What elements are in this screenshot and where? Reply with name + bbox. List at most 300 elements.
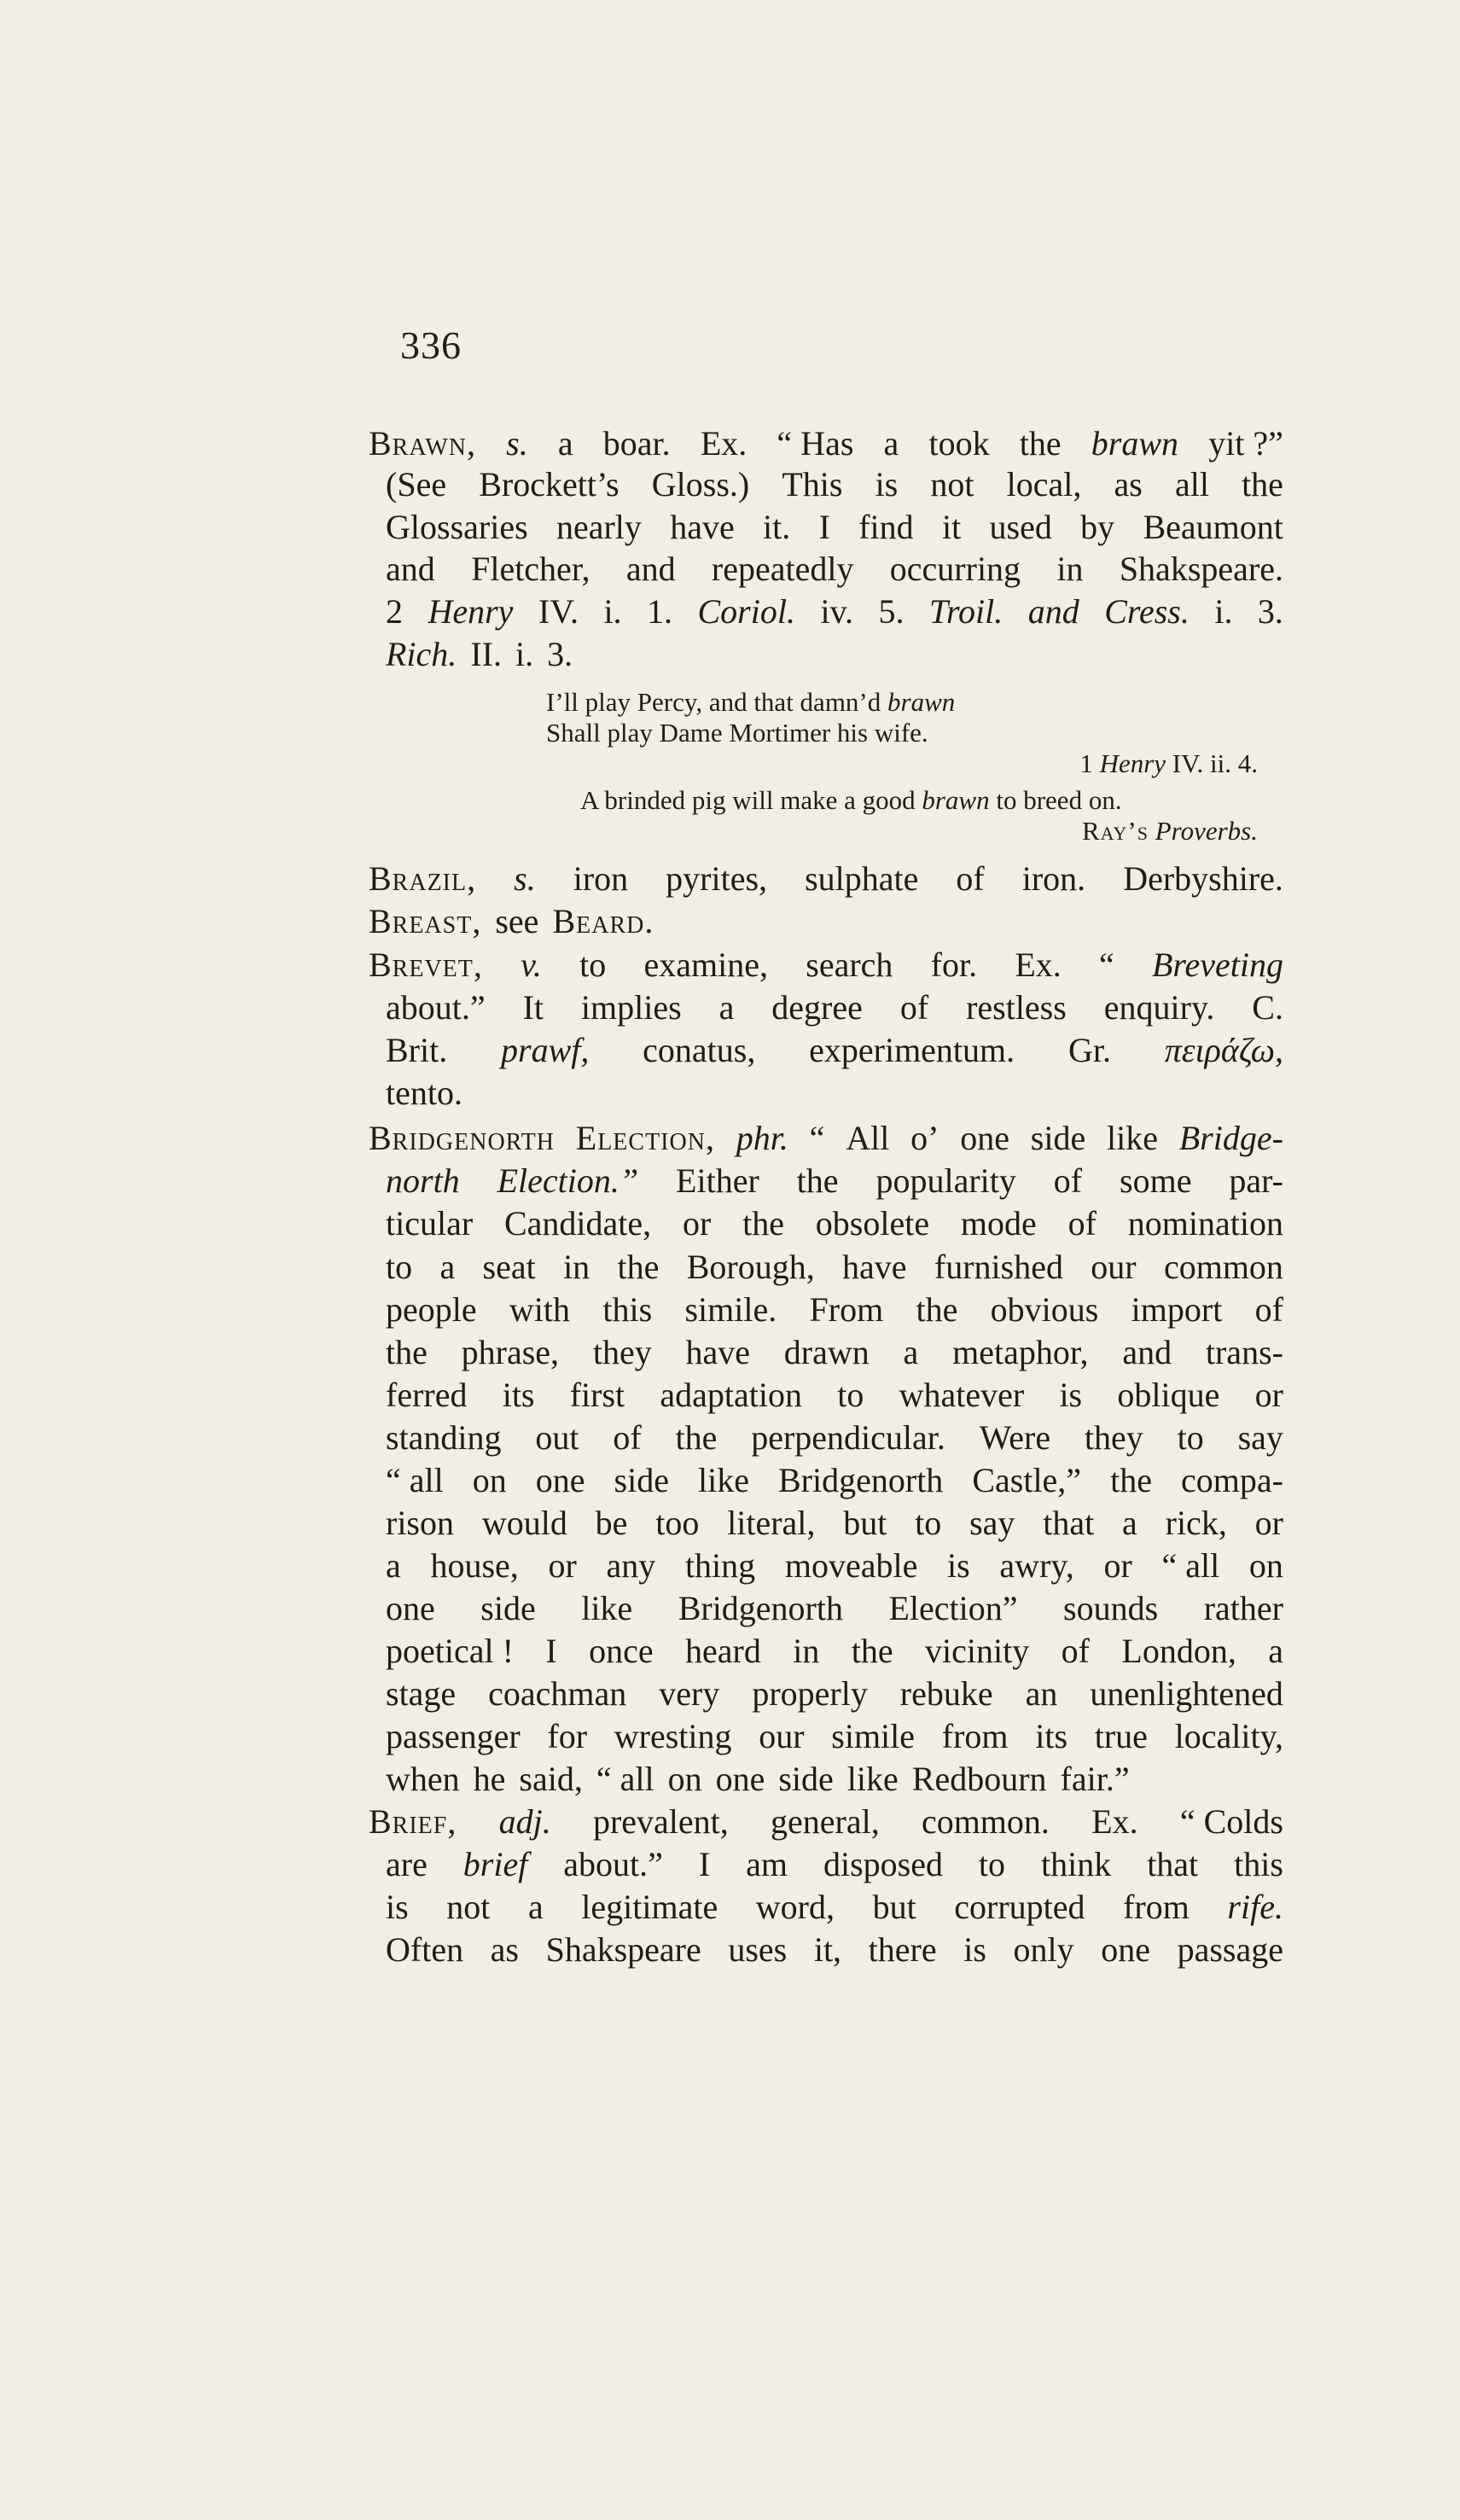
word: uses: [728, 1930, 788, 1969]
word: I: [545, 1632, 557, 1670]
word: a: [903, 1333, 919, 1371]
word: the: [617, 1248, 660, 1286]
word: drawn: [783, 1333, 870, 1371]
italic-word: brawn: [922, 785, 990, 815]
word: Candidate,: [503, 1204, 652, 1243]
word: o’: [910, 1119, 939, 1157]
word: took: [928, 424, 990, 463]
word: a: [1268, 1632, 1283, 1670]
italic-word: Breveting: [1151, 946, 1283, 984]
word: repeatedly: [711, 550, 854, 588]
headword: Breast,: [369, 902, 482, 940]
word: Borough,: [686, 1248, 815, 1286]
word: there: [868, 1930, 937, 1969]
text-line: [386, 1375, 1283, 1416]
word: the: [1242, 465, 1283, 503]
text-line: [386, 1289, 1283, 1330]
text-line: [386, 1073, 1283, 1114]
word: he: [473, 1760, 506, 1798]
word: to: [978, 1845, 1006, 1883]
word: is: [947, 1546, 970, 1585]
headword: Brawn,: [369, 424, 476, 463]
word: the: [851, 1632, 893, 1670]
word: to: [1177, 1418, 1204, 1457]
word: coachman: [488, 1674, 627, 1713]
italic-word: brawn: [887, 687, 956, 717]
word: our: [759, 1717, 805, 1755]
italic-word: Proverbs.: [1155, 816, 1258, 846]
word: by: [1080, 508, 1115, 546]
word: its: [1035, 1717, 1068, 1755]
word: people: [386, 1290, 477, 1329]
word: This: [782, 465, 843, 503]
word: import: [1131, 1290, 1223, 1329]
word: of: [899, 988, 929, 1027]
word: compa-: [1180, 1461, 1283, 1499]
text-line: [369, 901, 1283, 942]
word: i.: [1214, 592, 1233, 631]
word: side: [778, 1760, 834, 1798]
text-line: [386, 1161, 1283, 1202]
word: restless: [966, 988, 1067, 1027]
italic-word: phr.: [736, 1119, 788, 1157]
text-line: [386, 1417, 1283, 1458]
word: to: [915, 1504, 942, 1542]
text-line: [369, 423, 1283, 464]
word: “ Colds: [1179, 1802, 1283, 1841]
word: rather: [1203, 1589, 1283, 1627]
word: say: [1237, 1418, 1283, 1457]
word: Redbourn: [911, 1760, 1047, 1798]
word: not: [446, 1888, 491, 1926]
italic-word: Coriol.: [697, 592, 795, 631]
word: unenlightened: [1090, 1674, 1283, 1713]
word: when: [386, 1760, 460, 1798]
word: moveable: [784, 1546, 918, 1585]
text-line: [386, 1203, 1283, 1244]
word: Ex.: [700, 424, 747, 463]
word: tento.: [386, 1074, 462, 1112]
italic-word: Rich.: [386, 635, 457, 673]
word: Castle,”: [972, 1461, 1082, 1499]
word: for.: [930, 946, 978, 984]
word: to breed on.: [989, 785, 1122, 815]
word: one: [715, 1760, 765, 1798]
word: any: [606, 1546, 656, 1585]
headword: Bridgenorth: [369, 1119, 555, 1157]
word: Gloss.): [651, 465, 750, 503]
word: to: [386, 1248, 413, 1286]
word: that: [1043, 1504, 1095, 1542]
word: and: [386, 550, 435, 588]
word: it,: [813, 1930, 842, 1969]
word: boar.: [602, 424, 671, 463]
word: a: [527, 1888, 544, 1926]
word: iv.: [820, 592, 853, 631]
word: out: [535, 1418, 579, 1457]
word: have: [670, 508, 735, 546]
word: “ Has: [777, 424, 854, 463]
italic-word: v.: [521, 946, 542, 984]
word: standing: [386, 1418, 502, 1457]
word: sulphate: [805, 859, 919, 898]
word: wresting: [614, 1717, 732, 1755]
word: all: [1174, 465, 1209, 503]
text-line: [386, 1247, 1283, 1288]
headword: Brazil,: [369, 859, 477, 898]
word: IV. ii. 4.: [1166, 748, 1258, 778]
word: properly: [752, 1674, 868, 1713]
word: conatus,: [643, 1031, 756, 1069]
word: of: [613, 1418, 642, 1457]
word: but: [843, 1504, 887, 1542]
word: Bridgenorth: [778, 1461, 944, 1499]
text-line: [369, 945, 1283, 986]
italic-word: brawn: [1091, 424, 1179, 463]
quote-3: [0, 748, 1258, 779]
word: passage: [1177, 1930, 1283, 1969]
word: house,: [430, 1546, 519, 1585]
word: stage: [386, 1674, 457, 1713]
word: 3.: [1257, 592, 1283, 631]
word: par-: [1229, 1161, 1283, 1200]
word: the: [675, 1418, 718, 1457]
word: the: [742, 1204, 784, 1243]
word: of: [1254, 1290, 1283, 1329]
word: Shakspeare.: [1119, 550, 1283, 588]
text-line: [369, 1801, 1283, 1842]
word: Gr.: [1067, 1031, 1111, 1069]
word: from: [1123, 1888, 1190, 1926]
word: phrase,: [461, 1333, 560, 1371]
word: general,: [771, 1802, 880, 1841]
word: Brit.: [386, 1031, 448, 1069]
word: in: [563, 1248, 590, 1286]
italic-word: πειράζω,: [1164, 1031, 1283, 1069]
word: like: [1106, 1119, 1158, 1157]
word: think: [1041, 1845, 1112, 1883]
word: oblique: [1117, 1376, 1220, 1414]
word: like: [698, 1461, 749, 1499]
word: degree: [771, 988, 863, 1027]
word: not: [930, 465, 974, 503]
italic-word: s.: [506, 424, 528, 463]
word: one: [1101, 1930, 1150, 1969]
text-line: [386, 507, 1283, 548]
word: with: [509, 1290, 571, 1329]
word: for: [547, 1717, 588, 1755]
word: see: [495, 902, 539, 940]
word: obvious: [990, 1290, 1099, 1329]
italic-word: rife.: [1227, 1888, 1283, 1926]
headword: Brevet,: [369, 946, 483, 984]
word: C.: [1252, 988, 1283, 1027]
word: Either: [676, 1161, 759, 1200]
headword: Ray’s: [1082, 816, 1149, 846]
word: a: [557, 424, 573, 463]
word: our: [1091, 1248, 1137, 1286]
word: in: [1056, 550, 1084, 588]
word: It: [522, 988, 544, 1027]
word: I’ll play Percy, and that damn’d: [546, 687, 888, 717]
word: Shall play Dame Mortimer his wife.: [546, 718, 928, 748]
word: examine,: [643, 946, 769, 984]
word: have: [685, 1333, 751, 1371]
text-line: [386, 1716, 1283, 1757]
word: ferred: [386, 1376, 468, 1414]
italic-word: Henry: [1099, 748, 1166, 778]
word: from: [941, 1717, 1009, 1755]
word: A brinded pig will make a good: [580, 785, 922, 815]
word: From: [809, 1290, 884, 1329]
text-line: [386, 1503, 1283, 1544]
word: in: [793, 1632, 820, 1670]
italic-word: and: [1027, 592, 1079, 631]
text-line: [386, 987, 1283, 1028]
word: literal,: [727, 1504, 816, 1542]
word: 3.: [547, 635, 573, 673]
word: Beaumont: [1143, 508, 1283, 546]
word: local,: [1006, 465, 1082, 503]
word: or: [1254, 1504, 1283, 1542]
word: is: [1059, 1376, 1083, 1414]
word: said,: [519, 1760, 583, 1798]
word: a: [386, 1546, 401, 1585]
word: simile: [831, 1717, 916, 1755]
italic-word: Bridge-: [1178, 1119, 1283, 1157]
word: have: [842, 1248, 907, 1286]
word: experimentum.: [809, 1031, 1015, 1069]
word: used: [989, 508, 1052, 546]
word: as: [490, 1930, 519, 1969]
text-line: [386, 634, 1283, 675]
word: but: [872, 1888, 916, 1926]
word: of: [1061, 1632, 1090, 1670]
word: to: [579, 946, 607, 984]
word: would: [481, 1504, 567, 1542]
quote-1: [546, 687, 955, 718]
text-line: [386, 1460, 1283, 1501]
text-line: [386, 1929, 1283, 1970]
italic-word: adj.: [498, 1802, 551, 1841]
word: is: [963, 1930, 986, 1969]
word: simile.: [684, 1290, 777, 1329]
word: Glossaries: [386, 508, 528, 546]
word: Fletcher,: [471, 550, 590, 588]
word: Shakspeare: [545, 1930, 701, 1969]
word: yit ?”: [1208, 424, 1283, 463]
word: 1.: [647, 592, 673, 631]
word: corrupted: [954, 1888, 1085, 1926]
word: awry,: [999, 1546, 1074, 1585]
word: II.: [470, 635, 502, 673]
word: All: [846, 1119, 890, 1157]
word: be: [595, 1504, 628, 1542]
italic-word: Cress.: [1104, 592, 1190, 631]
word: London,: [1121, 1632, 1236, 1670]
word: “: [809, 1119, 825, 1157]
word: seat: [482, 1248, 536, 1286]
word: one: [535, 1461, 585, 1499]
word: about.”: [386, 988, 486, 1027]
word: say: [969, 1504, 1015, 1542]
word: occurring: [889, 550, 1021, 588]
word: a: [718, 988, 735, 1027]
word: mode: [960, 1204, 1037, 1243]
word: am: [746, 1845, 788, 1883]
word: rison: [386, 1504, 454, 1542]
word: rick,: [1165, 1504, 1227, 1542]
word: very: [659, 1674, 720, 1713]
word: or: [548, 1546, 577, 1585]
word: 2: [386, 592, 403, 631]
headword: Election,: [575, 1119, 715, 1157]
word: is: [875, 465, 899, 503]
word: of: [1067, 1204, 1096, 1243]
word: first: [569, 1376, 625, 1414]
italic-word: Election.”: [497, 1161, 639, 1200]
word: a: [1122, 1504, 1137, 1542]
headword: Brief,: [369, 1802, 457, 1841]
word: trans-: [1205, 1333, 1283, 1371]
word: word,: [755, 1888, 835, 1926]
word: legitimate: [581, 1888, 718, 1926]
word: disposed: [823, 1845, 943, 1883]
word: [1149, 816, 1155, 847]
word: true: [1094, 1717, 1148, 1755]
word: a: [883, 424, 899, 463]
word: vicinity: [925, 1632, 1030, 1670]
word: Election”: [888, 1589, 1018, 1627]
word: (See: [386, 465, 447, 503]
word: IV.: [538, 592, 579, 631]
word: passenger: [386, 1717, 521, 1755]
word: implies: [580, 988, 682, 1027]
word: enquiry.: [1103, 988, 1215, 1027]
word: too: [655, 1504, 700, 1542]
word: side: [480, 1589, 536, 1627]
word: like: [846, 1760, 899, 1798]
word: common: [1163, 1248, 1283, 1286]
quote-4: [580, 785, 1122, 816]
word: or: [682, 1204, 712, 1243]
word: the: [386, 1333, 428, 1371]
italic-word: Troil.: [928, 592, 1003, 631]
text-line: [386, 1887, 1283, 1928]
italic-word: prawf,: [501, 1031, 590, 1069]
word: sounds: [1063, 1589, 1159, 1627]
word: and: [625, 550, 676, 588]
word: and: [1122, 1333, 1172, 1371]
word: “ all: [1161, 1546, 1220, 1585]
word: as: [1114, 465, 1143, 503]
text-line: [369, 858, 1283, 899]
word: or: [1254, 1376, 1283, 1414]
headword: Beard.: [552, 902, 654, 940]
word: or: [1103, 1546, 1132, 1585]
text-line: [386, 1631, 1283, 1672]
word: side: [1030, 1119, 1086, 1157]
italic-word: north: [386, 1161, 460, 1200]
word: Derbyshire.: [1123, 859, 1283, 898]
word: they: [1084, 1418, 1143, 1457]
word: 1: [1079, 748, 1100, 778]
word: the: [1110, 1461, 1152, 1499]
text-line: [386, 464, 1283, 505]
word: nomination: [1127, 1204, 1283, 1243]
italic-word: s.: [514, 859, 536, 898]
word: search: [806, 946, 893, 984]
word: is: [386, 1888, 409, 1926]
word: only: [1013, 1930, 1074, 1969]
word: poetical !: [386, 1632, 514, 1670]
text-line: [386, 591, 1283, 632]
word: on: [667, 1760, 702, 1798]
word: iron.: [1021, 859, 1086, 898]
word: thing: [684, 1546, 756, 1585]
word: common.: [921, 1802, 1050, 1841]
word: it: [941, 508, 962, 546]
word: on: [472, 1461, 507, 1499]
italic-word: Henry: [428, 592, 514, 631]
word: once: [589, 1632, 654, 1670]
word: on: [1248, 1546, 1283, 1585]
word: Brockett’s: [479, 465, 619, 503]
word: Ex.: [1015, 946, 1062, 984]
word: its: [502, 1376, 535, 1414]
word: “ all: [386, 1461, 444, 1499]
quote-5: [0, 816, 1258, 847]
text-line: [386, 1759, 1283, 1800]
word: Were: [979, 1418, 1051, 1457]
word: metaphor,: [952, 1333, 1089, 1371]
word: the: [1019, 424, 1062, 463]
word: nearly: [555, 508, 642, 546]
word: are: [386, 1845, 428, 1883]
text-line: [386, 1030, 1283, 1071]
word: Often: [386, 1930, 464, 1969]
word: pyrites,: [666, 859, 768, 898]
word: that: [1147, 1845, 1199, 1883]
word: I: [698, 1845, 711, 1883]
word: of: [956, 859, 985, 898]
word: it.: [763, 508, 791, 546]
word: i.: [515, 635, 534, 673]
word: “: [1098, 946, 1114, 984]
word: side: [614, 1461, 669, 1499]
word: an: [1025, 1674, 1058, 1713]
word: of: [1053, 1161, 1083, 1200]
word: one: [960, 1119, 1009, 1157]
word: furnished: [934, 1248, 1063, 1286]
page-number: 336: [400, 323, 462, 367]
word: to: [837, 1376, 864, 1414]
text-line: [369, 1118, 1283, 1159]
word: obsolete: [815, 1204, 930, 1243]
word: perpendicular.: [751, 1418, 945, 1457]
word: I: [818, 508, 830, 546]
word: whatever: [899, 1376, 1025, 1414]
word: locality,: [1174, 1717, 1283, 1755]
word: they: [592, 1333, 652, 1371]
word: heard: [684, 1632, 761, 1670]
word: ticular: [386, 1204, 474, 1243]
italic-word: brief: [462, 1845, 528, 1883]
text-line: [386, 549, 1283, 590]
word: fair.”: [1060, 1760, 1130, 1798]
word: iron: [573, 859, 629, 898]
word: like: [581, 1589, 633, 1627]
